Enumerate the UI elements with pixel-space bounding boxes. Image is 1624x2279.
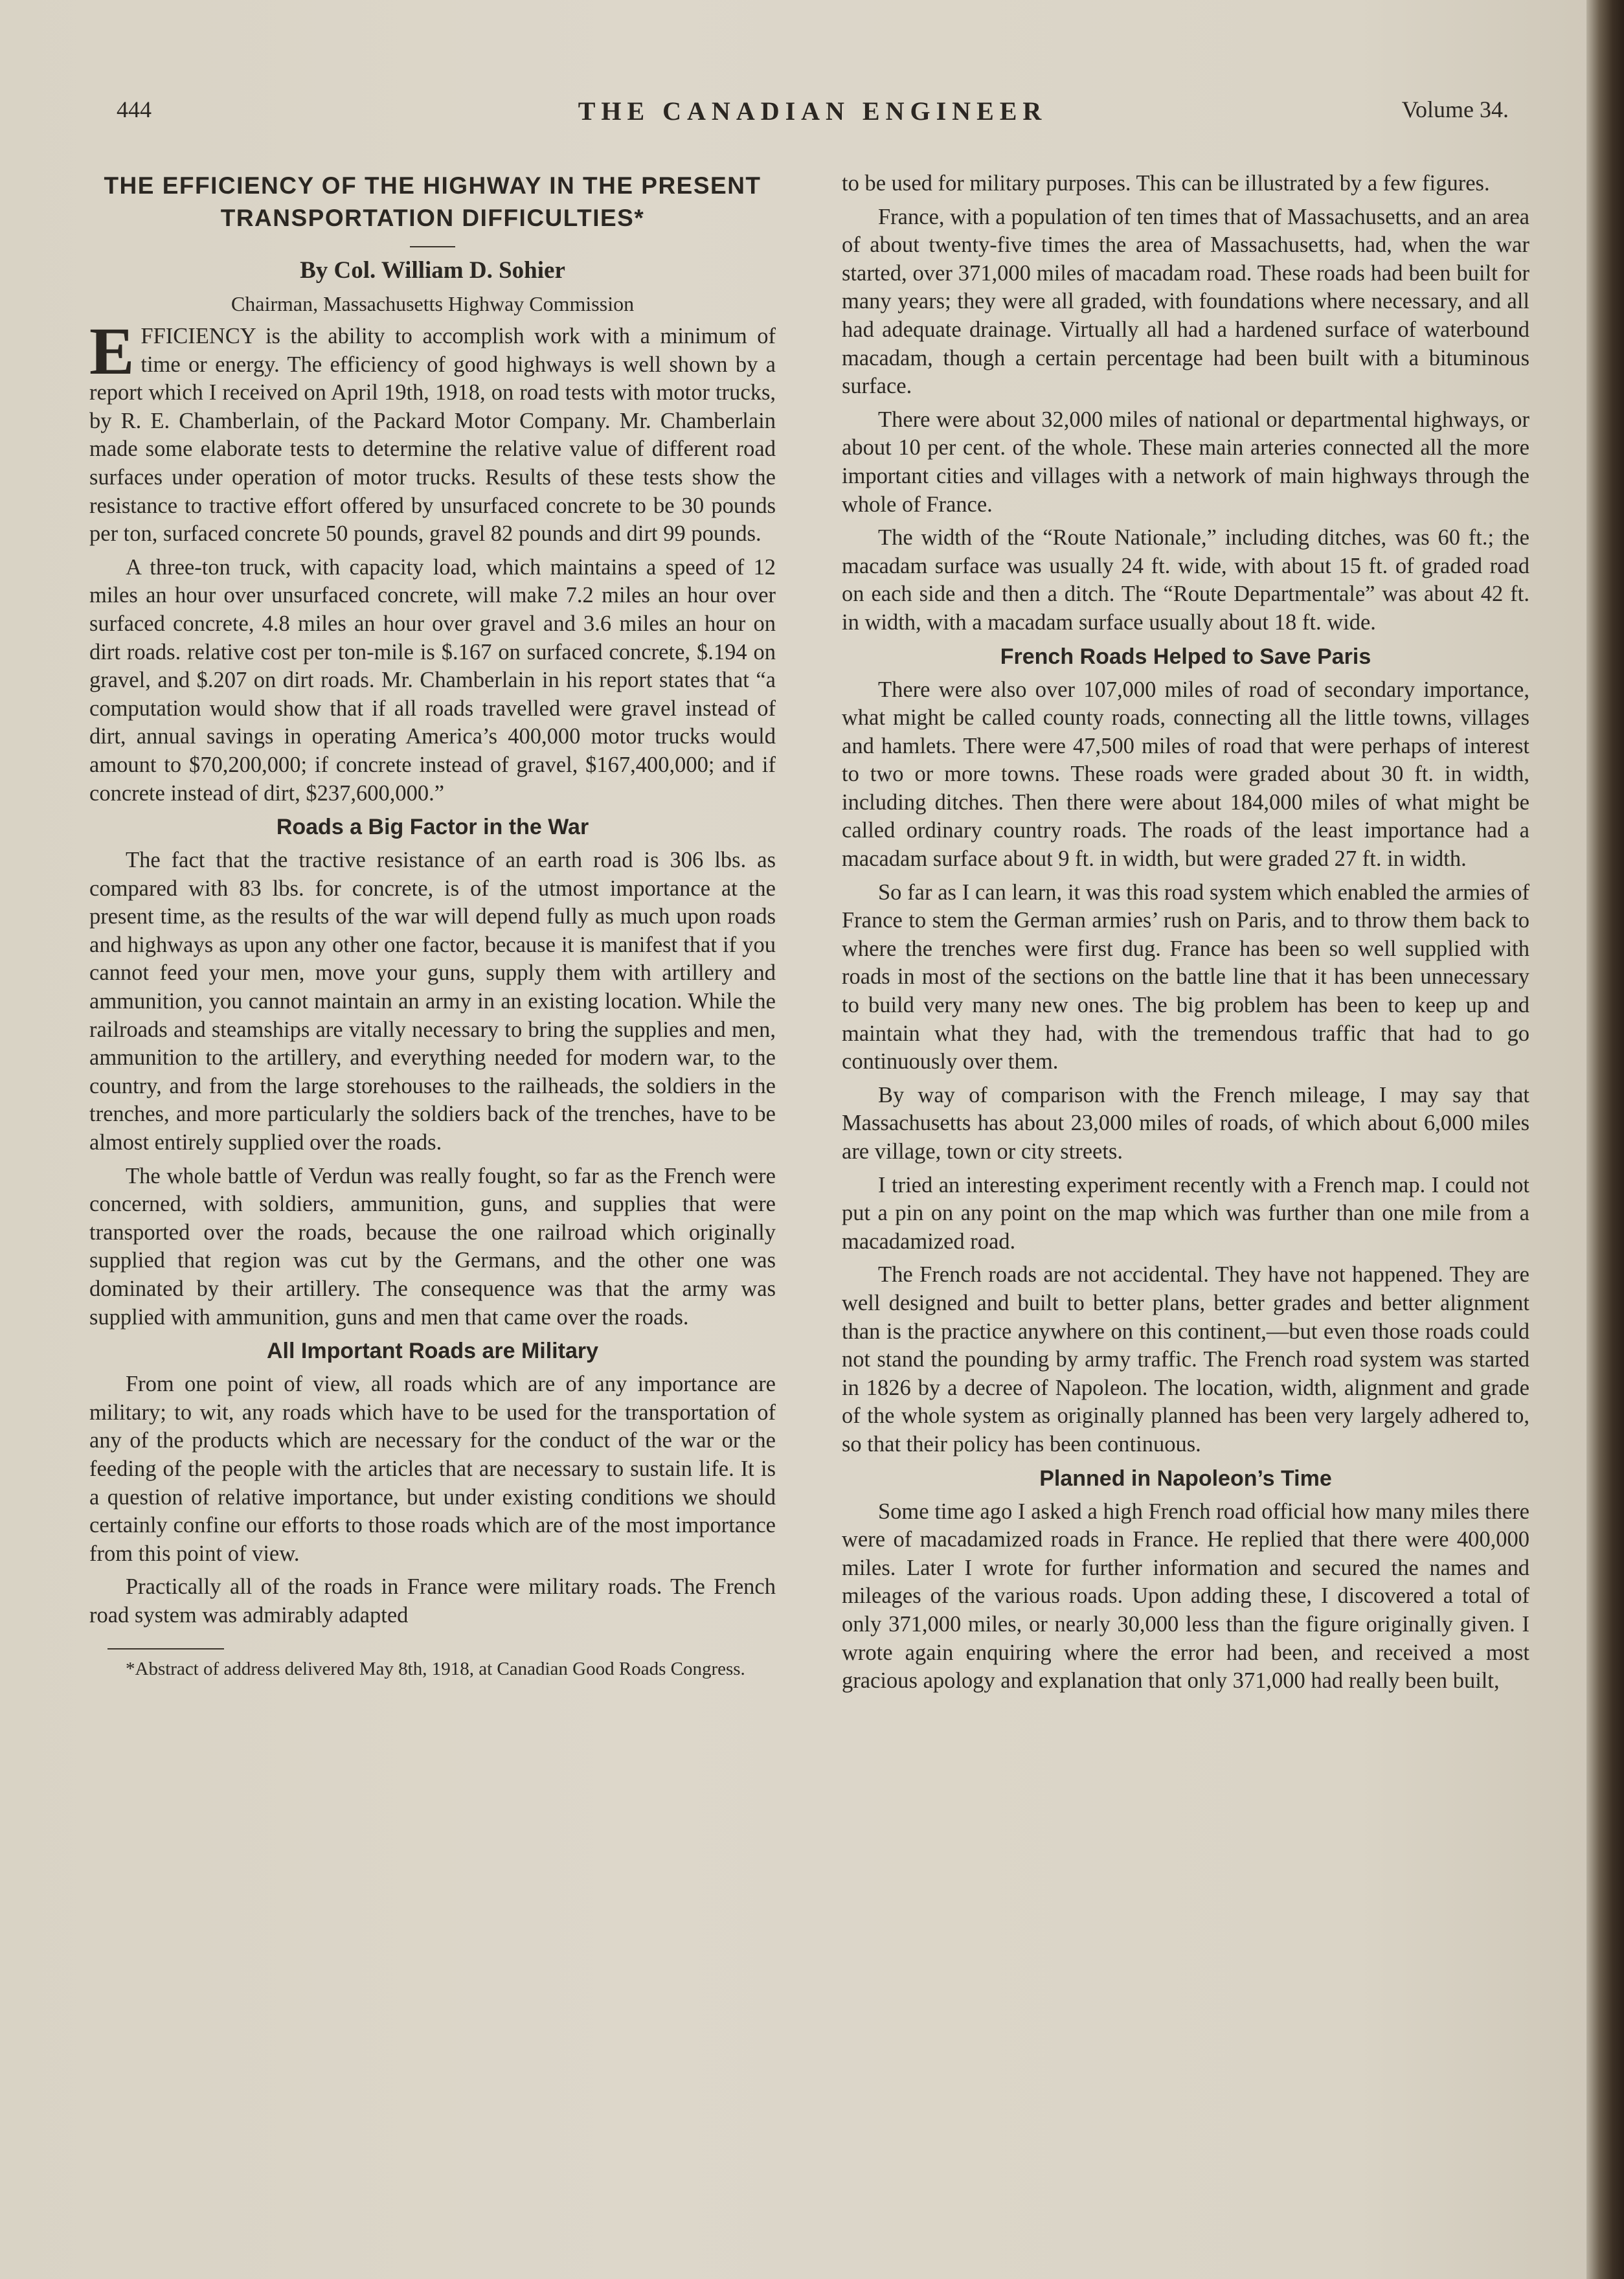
journal-title: THE CANADIAN ENGINEER	[578, 96, 1048, 126]
paragraph: There were about 32,000 miles of national or departmental highways, or about 10 per cent. of the whole. These main arteries connected all the more important cities and villages with a network of main highways through the whole of France.	[842, 407, 1529, 517]
section-heading: Planned in Napoleon’s Time	[1039, 1466, 1332, 1491]
page-edge-shadow	[1586, 0, 1624, 2279]
intro-text: FFICIENCY is the ability to accomplish work with a minimum of time or energy. The efficiency of good highways is well shown by a report which I received on April 19th, 1918, on road tests with motor trucks, by R. E. Chamberlain, of the Packard Motor Company. Mr. Chamberlain made some elaborate tests to determine the relative value of different road surfaces under operation of motor trucks. Results of these tests show the resistance to tractive effort offered by unsurfaced concrete to be 30 pounds per ton, surfaced concrete 50 pounds, gravel 82 pounds and dirt 99 pounds.	[89, 324, 776, 547]
paragraph: By way of comparison with the French mileage, I may say that Massachusetts has about 23,000 miles of roads, of which about 6,000 miles are village, town or city streets.	[842, 1082, 1529, 1164]
intro-paragraph	[89, 314, 776, 549]
author-byline: By Col. William D. Sohier	[300, 257, 565, 284]
paragraph: The French roads are not accidental. They have not happened. They are well designed and built to better plans, better grades and better alignment than is the practice anywhere on this continent,—but even those roads could not stand the pounding by army traffic. The French road system was started in 1826 by a decree of Napoleon. The location, width, alignment and grade of the whole system as originally planned has been very largely adhered to, so that their policy has been continuous.	[842, 1262, 1529, 1457]
paragraph: France, with a population of ten times that of Massachusetts, and an area of about twenty-five times the area of Massachusetts, had, when the war started, over 371,000 miles of macadam road. These roads had been built for many years; they were all graded, with foundations where necessary, and all had adequate drainage. Virtually all had a hardened surface of waterbound macadam, though a certain percentage had been built with a bituminous surface.	[842, 204, 1529, 399]
section-heading: French Roads Helped to Save Paris	[1000, 644, 1371, 669]
paragraph: to be used for military purposes. This can be illustrated by a few figures.	[842, 171, 1490, 196]
title-rule	[410, 246, 455, 247]
drop-cap: E	[89, 314, 135, 389]
running-header	[117, 96, 1509, 135]
paragraph: From one point of view, all roads which are of any importance are military; to wit, any roads which have to be used for the transportation of any of the products which are necessary for the conduct of the war or the feeding of the people with the articles that are necessary to sustain life. It is a question of relative importance, but under existing conditions we should certainly confine our efforts to those roads which are of the most importance from this point of view.	[89, 1372, 776, 1566]
paragraph: The whole battle of Verdun was really fought, so far as the French were concerned, with soldiers, ammunition, guns, and supplies that were transported over the roads, because the one railroad which originally supplied that region was cut by the Germans, and the other one was dominated by their artillery. The consequence was that the army was supplied with ammunition, guns and men that came over the roads.	[89, 1163, 776, 1330]
article-title: THE EFFICIENCY OF THE HIGHWAY IN THE PRESENT TRANSPORTATION DIFFICULTIES*	[104, 172, 761, 231]
left-column	[89, 170, 776, 1686]
paragraph: There were also over 107,000 miles of road of secondary importance, what might be called county roads, connecting all the little towns, villages and hamlets. There were 47,500 miles of road that were perhaps of interest to two or more towns. These roads were graded about 30 ft. in width, including ditches. Then there were about 184,000 miles of what might be called ordinary country roads. The roads of the least importance had a macadam surface about 9 ft. in width, but were graded 27 ft. in width.	[842, 677, 1529, 872]
author-affiliation: Chairman, Massachusetts Highway Commission	[231, 292, 635, 315]
section-heading: All Important Roads are Military	[267, 1339, 598, 1364]
footnote-rule	[107, 1648, 224, 1650]
page-number: 444	[117, 96, 152, 122]
footnote: *Abstract of address delivered May 8th, 1918, at Canadian Good Roads Congress.	[126, 1658, 745, 1679]
paragraph: The fact that the tractive resistance of an earth road is 306 lbs. as compared with 83 lbs. for concrete, is of the utmost importance at the present time, as the results of the war will depend fully as much upon roads and highways as upon any other one factor, because it is manifest that if you cannot feed your men, move your guns, supply them with artillery and ammunition, you cannot maintain an army in an existing location. While the railroads and steamships are vitally necessary to bring the supplies and men, ammunition to the artillery, and everything needed for modern war, to the country, and from the large storehouses to the railheads, the soldiers in the trenches, and more particularly the soldiers back of the trenches, have to be almost entirely supplied over the roads.	[89, 848, 776, 1155]
paragraph: So far as I can learn, it was this road system which enabled the armies of France to stem the German armies’ rush on Paris, and to throw them back to where the trenches were first dug. France has been so well supplied with roads in most of the sections on the battle line that it has been unnecessary to build very many new ones. The big problem has been to keep up and maintain what they had, with the tremendous traffic that had to go continuously over them.	[842, 879, 1529, 1074]
section-heading: Roads a Big Factor in the War	[276, 815, 589, 840]
paragraph: Practically all of the roads in France were military roads. The French road system was admirably adapted	[89, 1574, 776, 1627]
paragraph: I tried an interesting experiment recently with a French map. I could not put a pin on any point on the map which was further than one mile from a macadamized road.	[842, 1172, 1529, 1254]
paragraph: Some time ago I asked a high French road official how many miles there were of macadamized roads in France. He replied that there were 400,000 miles. Later I wrote for further information and secured the names and mileages of the various roads. Upon adding these, I discovered a total of only 371,000 miles, or nearly 30,000 less than the figure originally given. I wrote again enquiring where the error had been, and received a most gracious apology and explanation that only 371,000 had really been built,	[842, 1499, 1529, 1694]
paragraph: A three-ton truck, with capacity load, which maintains a speed of 12 miles an hour over unsurfaced concrete, will make 7.2 miles an hour over surfaced concrete, 4.8 miles an hour over gravel and 3.6 miles an hour on dirt roads. relative cost per ton-mile is $.167 on surfaced concrete, $.194 on gravel, and $.207 on dirt roads. Mr. Chamberlain in his report states that “a computation would show that if all roads travelled were gravel instead of dirt, annual savings in operating America’s 400,000 motor trucks would amount to $70,200,000; if concrete instead of gravel, $167,400,000; and if concrete instead of dirt, $237,600,000.”	[89, 554, 776, 806]
volume-label: Volume 34.	[1401, 96, 1509, 122]
right-column	[842, 170, 1529, 1701]
paragraph: The width of the “Route Nationale,” including ditches, was 60 ft.; the macadam surface was usually 24 ft. wide, with about 15 ft. of graded road on each side and then a ditch. The “Route Departmentale” was about 42 ft. in width, with a macadam surface usually about 18 ft. wide.	[842, 525, 1529, 635]
